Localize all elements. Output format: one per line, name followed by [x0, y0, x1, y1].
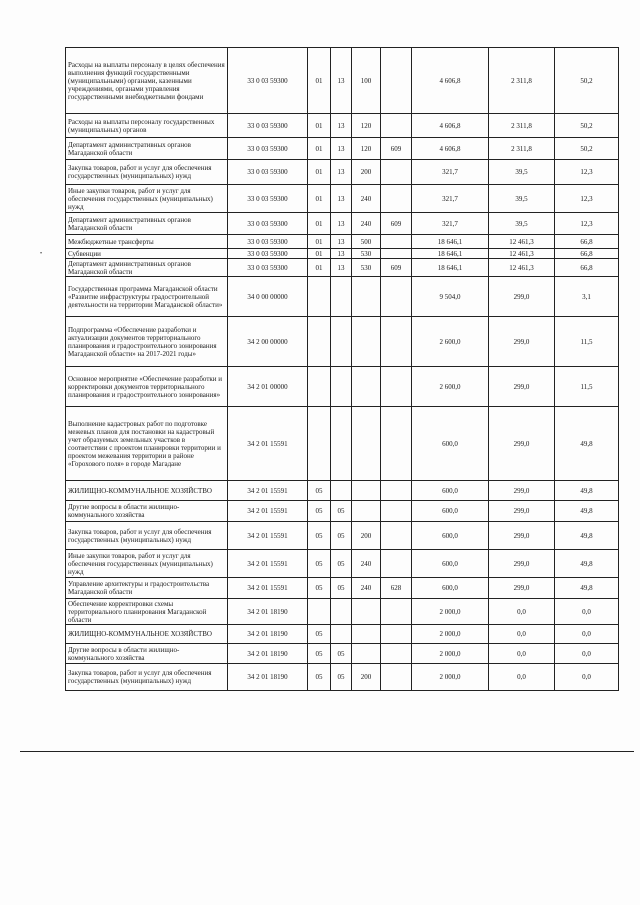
- cell-pct: 0,0: [555, 599, 619, 625]
- cell-code: 34 2 01 15591: [228, 522, 308, 550]
- cell-vr: 200: [352, 160, 381, 185]
- cell-vr: 240: [352, 185, 381, 213]
- table-row: [66, 644, 619, 664]
- cell-pr: [331, 625, 352, 644]
- cell-plan: 2 600,0: [412, 367, 489, 407]
- cell-name: Управление архитектуры и градостроительства Магаданской области: [66, 578, 228, 599]
- cell-rz: [308, 407, 331, 481]
- cell-pct: 50,2: [555, 48, 619, 114]
- table-row: [66, 367, 619, 407]
- cell-code: 34 2 01 15591: [228, 550, 308, 578]
- cell-plan: 600,0: [412, 550, 489, 578]
- cell-code: 34 2 01 15591: [228, 501, 308, 522]
- cell-pr: 13: [331, 138, 352, 160]
- cell-vr: [352, 501, 381, 522]
- cell-vr: 240: [352, 550, 381, 578]
- cell-fact: 39,5: [489, 185, 555, 213]
- cell-vr: [352, 625, 381, 644]
- cell-plan: 2 000,0: [412, 644, 489, 664]
- cell-pct: 11,5: [555, 367, 619, 407]
- cell-fact: 2 311,8: [489, 138, 555, 160]
- cell-pct: 50,2: [555, 114, 619, 138]
- cell-fact: 299,0: [489, 501, 555, 522]
- cell-vd: [381, 625, 412, 644]
- cell-vd: 609: [381, 138, 412, 160]
- cell-vr: 530: [352, 259, 381, 277]
- cell-name: Иные закупки товаров, работ и услуг для обеспечения государственных (муниципальных) нужд: [66, 185, 228, 213]
- cell-code: 34 2 00 00000: [228, 317, 308, 367]
- table-row: [66, 277, 619, 317]
- cell-pr: 13: [331, 160, 352, 185]
- cell-rz: [308, 367, 331, 407]
- cell-vr: 530: [352, 249, 381, 259]
- cell-rz: 01: [308, 259, 331, 277]
- cell-vr: 120: [352, 138, 381, 160]
- cell-fact: 299,0: [489, 277, 555, 317]
- cell-pr: 05: [331, 501, 352, 522]
- cell-rz: 01: [308, 160, 331, 185]
- cell-vd: [381, 235, 412, 249]
- cell-fact: 0,0: [489, 599, 555, 625]
- table-row: [66, 213, 619, 235]
- cell-vd: [381, 664, 412, 691]
- cell-pr: [331, 277, 352, 317]
- cell-name: Департамент административных органов Магаданской области: [66, 213, 228, 235]
- cell-fact: 0,0: [489, 644, 555, 664]
- cell-vd: [381, 367, 412, 407]
- cell-plan: 321,7: [412, 160, 489, 185]
- cell-vr: [352, 277, 381, 317]
- cell-pr: [331, 599, 352, 625]
- cell-plan: 18 646,1: [412, 235, 489, 249]
- cell-vd: [381, 599, 412, 625]
- cell-plan: 600,0: [412, 522, 489, 550]
- table-row: [66, 501, 619, 522]
- cell-name: Расходы на выплаты персоналу в целях обеспечения выполнения функций государственными (муниципальными) органами, казенными учреждениями, органами управления государственными внебюджетными фондами: [66, 48, 228, 114]
- cell-pct: 66,8: [555, 259, 619, 277]
- cell-name: Закупка товаров, работ и услуг для обеспечения государственных (муниципальных) нужд: [66, 522, 228, 550]
- cell-rz: 01: [308, 48, 331, 114]
- cell-vd: [381, 114, 412, 138]
- cell-name: Иные закупки товаров, работ и услуг для обеспечения государственных (муниципальных) нужд: [66, 550, 228, 578]
- cell-code: 33 0 03 59300: [228, 249, 308, 259]
- cell-fact: 39,5: [489, 160, 555, 185]
- cell-vd: 609: [381, 213, 412, 235]
- table-body: [66, 48, 619, 691]
- cell-vd: [381, 481, 412, 501]
- cell-pct: 49,8: [555, 407, 619, 481]
- cell-name: Департамент административных органов Магаданской области: [66, 259, 228, 277]
- cell-plan: 4 606,8: [412, 114, 489, 138]
- cell-vr: 240: [352, 578, 381, 599]
- cell-pct: 49,8: [555, 550, 619, 578]
- cell-code: 34 2 01 15591: [228, 407, 308, 481]
- cell-vd: 628: [381, 578, 412, 599]
- cell-fact: 299,0: [489, 578, 555, 599]
- cell-plan: 321,7: [412, 185, 489, 213]
- cell-plan: 18 646,1: [412, 249, 489, 259]
- cell-rz: 01: [308, 138, 331, 160]
- cell-pct: 66,8: [555, 235, 619, 249]
- cell-pct: 50,2: [555, 138, 619, 160]
- cell-plan: 600,0: [412, 578, 489, 599]
- cell-vr: 240: [352, 213, 381, 235]
- cell-pct: 12,3: [555, 185, 619, 213]
- cell-vd: 609: [381, 259, 412, 277]
- cell-code: 34 2 01 18190: [228, 625, 308, 644]
- cell-code: 33 0 03 59300: [228, 160, 308, 185]
- cell-code: 34 2 01 18190: [228, 664, 308, 691]
- cell-pr: [331, 317, 352, 367]
- cell-fact: 299,0: [489, 481, 555, 501]
- cell-vr: 200: [352, 522, 381, 550]
- cell-pct: 49,8: [555, 481, 619, 501]
- cell-fact: 299,0: [489, 522, 555, 550]
- cell-vd: [381, 501, 412, 522]
- scan-speck: •: [40, 251, 43, 257]
- cell-fact: 0,0: [489, 664, 555, 691]
- table-row: [66, 578, 619, 599]
- cell-pr: 05: [331, 644, 352, 664]
- cell-rz: 01: [308, 213, 331, 235]
- cell-vd: [381, 185, 412, 213]
- cell-vr: [352, 317, 381, 367]
- cell-plan: 2 000,0: [412, 599, 489, 625]
- cell-pr: [331, 407, 352, 481]
- table-row: [66, 48, 619, 114]
- cell-fact: 299,0: [489, 407, 555, 481]
- cell-plan: 600,0: [412, 407, 489, 481]
- cell-vr: [352, 599, 381, 625]
- table-row: [66, 259, 619, 277]
- cell-fact: 2 311,8: [489, 48, 555, 114]
- cell-name: Закупка товаров, работ и услуг для обеспечения государственных (муниципальных) нужд: [66, 664, 228, 691]
- cell-vd: [381, 407, 412, 481]
- cell-pr: 05: [331, 522, 352, 550]
- cell-rz: 05: [308, 578, 331, 599]
- cell-pct: 49,8: [555, 578, 619, 599]
- budget-table: [65, 47, 619, 691]
- cell-pct: 0,0: [555, 644, 619, 664]
- cell-pr: 13: [331, 249, 352, 259]
- cell-name: Основное мероприятие «Обеспечение разработки и корректировки документов территориального планирования и градостроительного зонирования»: [66, 367, 228, 407]
- cell-code: 34 2 01 18190: [228, 599, 308, 625]
- cell-code: 33 0 03 59300: [228, 185, 308, 213]
- cell-fact: 299,0: [489, 550, 555, 578]
- cell-vd: [381, 249, 412, 259]
- cell-name: Другие вопросы в области жилищно-коммунального хозяйства: [66, 501, 228, 522]
- cell-fact: 2 311,8: [489, 114, 555, 138]
- cell-vr: 500: [352, 235, 381, 249]
- cell-rz: [308, 277, 331, 317]
- cell-fact: 12 461,3: [489, 235, 555, 249]
- cell-pct: 12,3: [555, 213, 619, 235]
- cell-vr: 100: [352, 48, 381, 114]
- cell-rz: [308, 317, 331, 367]
- cell-pct: 0,0: [555, 625, 619, 644]
- table-row: [66, 625, 619, 644]
- cell-pct: 12,3: [555, 160, 619, 185]
- table-row: [66, 481, 619, 501]
- cell-plan: 4 606,8: [412, 138, 489, 160]
- cell-pct: 49,8: [555, 501, 619, 522]
- cell-vr: [352, 644, 381, 664]
- cell-pr: 13: [331, 259, 352, 277]
- cell-rz: 01: [308, 185, 331, 213]
- cell-fact: 39,5: [489, 213, 555, 235]
- table-row: [66, 317, 619, 367]
- cell-name: Расходы на выплаты персоналу государственных (муниципальных) органов: [66, 114, 228, 138]
- cell-vd: [381, 550, 412, 578]
- cell-code: 34 2 01 15591: [228, 481, 308, 501]
- cell-pr: 13: [331, 213, 352, 235]
- cell-rz: [308, 599, 331, 625]
- cell-name: Департамент административных органов Магаданской области: [66, 138, 228, 160]
- cell-pr: 13: [331, 185, 352, 213]
- cell-plan: 600,0: [412, 501, 489, 522]
- cell-pr: [331, 481, 352, 501]
- cell-pr: 13: [331, 48, 352, 114]
- cell-name: Другие вопросы в области жилищно-коммунального хозяйства: [66, 644, 228, 664]
- cell-vr: 120: [352, 114, 381, 138]
- cell-vr: 200: [352, 664, 381, 691]
- cell-code: 33 0 03 59300: [228, 259, 308, 277]
- cell-rz: 05: [308, 501, 331, 522]
- cell-code: 33 0 03 59300: [228, 48, 308, 114]
- cell-vd: [381, 277, 412, 317]
- cell-code: 34 2 01 00000: [228, 367, 308, 407]
- cell-code: 33 0 03 59300: [228, 213, 308, 235]
- cell-rz: 05: [308, 550, 331, 578]
- cell-pr: 05: [331, 664, 352, 691]
- table-row: [66, 599, 619, 625]
- cell-pr: 05: [331, 578, 352, 599]
- cell-vr: [352, 407, 381, 481]
- cell-plan: 321,7: [412, 213, 489, 235]
- table-row: [66, 249, 619, 259]
- cell-fact: 12 461,3: [489, 249, 555, 259]
- cell-name: Межбюджетные трансферты: [66, 235, 228, 249]
- cell-name: ЖИЛИЩНО-КОММУНАЛЬНОЕ ХОЗЯЙСТВО: [66, 481, 228, 501]
- cell-vr: [352, 481, 381, 501]
- cell-pr: [331, 367, 352, 407]
- cell-fact: 299,0: [489, 367, 555, 407]
- cell-rz: 05: [308, 522, 331, 550]
- cell-rz: 01: [308, 249, 331, 259]
- cell-pct: 0,0: [555, 664, 619, 691]
- table-row: [66, 407, 619, 481]
- cell-plan: 2 000,0: [412, 664, 489, 691]
- cell-plan: 2 000,0: [412, 625, 489, 644]
- cell-pct: 66,8: [555, 249, 619, 259]
- cell-pct: 11,5: [555, 317, 619, 367]
- cell-rz: 01: [308, 114, 331, 138]
- table-row: [66, 550, 619, 578]
- cell-vd: [381, 644, 412, 664]
- table-row: [66, 664, 619, 691]
- cell-code: 33 0 03 59300: [228, 114, 308, 138]
- cell-name: Государственная программа Магаданской области «Развитие инфраструктуры градостроительной деятельности на территории Магаданской области»: [66, 277, 228, 317]
- cell-name: Обеспечение корректировки схемы территориального планирования Магаданской области: [66, 599, 228, 625]
- cell-vd: [381, 317, 412, 367]
- cell-pr: 13: [331, 114, 352, 138]
- cell-pct: 3,1: [555, 277, 619, 317]
- cell-code: 33 0 03 59300: [228, 138, 308, 160]
- cell-name: Субвенции: [66, 249, 228, 259]
- cell-name: Подпрограмма «Обеспечение разработки и актуализации документов территориального планирования и градостроительного зонирования Магаданской области» на 2017-2021 годы»: [66, 317, 228, 367]
- cell-plan: 4 606,8: [412, 48, 489, 114]
- cell-pr: 13: [331, 235, 352, 249]
- cell-rz: 05: [308, 625, 331, 644]
- cell-vd: [381, 48, 412, 114]
- cell-code: 34 0 00 00000: [228, 277, 308, 317]
- cell-name: Закупка товаров, работ и услуг для обеспечения государственных (муниципальных) нужд: [66, 160, 228, 185]
- table-row: [66, 185, 619, 213]
- cell-code: 34 2 01 15591: [228, 578, 308, 599]
- cell-name: Выполнение кадастровых работ по подготовке межевых планов для постановки на кадастровый учет образуемых земельных участков в соответствии с проектом планировки территории и проектом межевания территории в районе «Горохового поля» в городе Магадане: [66, 407, 228, 481]
- table-row: [66, 522, 619, 550]
- cell-pct: 49,8: [555, 522, 619, 550]
- cell-pr: 05: [331, 550, 352, 578]
- cell-rz: 05: [308, 481, 331, 501]
- cell-plan: 2 600,0: [412, 317, 489, 367]
- cell-fact: 0,0: [489, 625, 555, 644]
- cell-plan: 18 646,1: [412, 259, 489, 277]
- table-row: [66, 114, 619, 138]
- cell-rz: 05: [308, 644, 331, 664]
- cell-code: 33 0 03 59300: [228, 235, 308, 249]
- cell-fact: 12 461,3: [489, 259, 555, 277]
- cell-vd: [381, 160, 412, 185]
- cell-vd: [381, 522, 412, 550]
- cell-vr: [352, 367, 381, 407]
- cell-name: ЖИЛИЩНО-КОММУНАЛЬНОЕ ХОЗЯЙСТВО: [66, 625, 228, 644]
- cell-plan: 9 504,0: [412, 277, 489, 317]
- cell-code: 34 2 01 18190: [228, 644, 308, 664]
- cell-plan: 600,0: [412, 481, 489, 501]
- page-separator-line: [20, 751, 634, 752]
- table-row: [66, 138, 619, 160]
- table-row: [66, 235, 619, 249]
- table-row: [66, 160, 619, 185]
- cell-rz: 01: [308, 235, 331, 249]
- cell-rz: 05: [308, 664, 331, 691]
- cell-fact: 299,0: [489, 317, 555, 367]
